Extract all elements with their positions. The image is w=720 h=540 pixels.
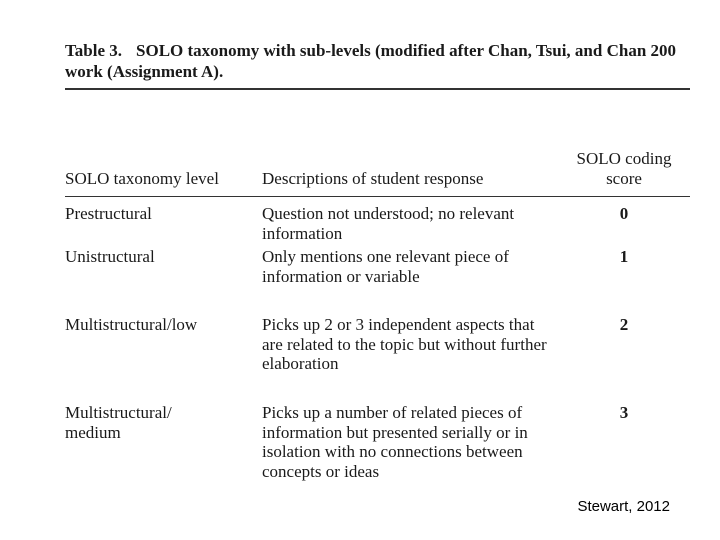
citation-credit: Stewart, 2012 (577, 498, 670, 515)
header-rule (65, 196, 690, 197)
header-level: SOLO taxonomy level (65, 169, 219, 188)
header-score: SOLO coding score (576, 149, 672, 188)
row-description: Only mentions one relevant piece of information or variable (262, 247, 509, 286)
header-description: Descriptions of student response (262, 169, 484, 188)
table-number: Table 3. (65, 41, 123, 60)
row-score: 2 (619, 315, 629, 334)
row-description: Picks up 2 or 3 independent aspects that are related to the topic but without further elaboration (262, 315, 547, 373)
row-level: Unistructural (65, 247, 155, 266)
top-rule (65, 88, 690, 90)
table-title: SOLO taxonomy with sub-levels (modified after Chan, Tsui, and Chan 200 (136, 41, 677, 60)
row-level: Multistructural/low (65, 315, 198, 334)
row-score: 1 (619, 247, 629, 266)
row-level: Prestructural (65, 204, 152, 223)
row-description: Question not understood; no relevant information (262, 204, 515, 243)
table-title-line2: work (Assignment A). (65, 62, 224, 81)
table-caption (65, 40, 705, 82)
row-level: Multistructural/ medium (65, 403, 172, 442)
row-score: 3 (619, 403, 629, 422)
row-description: Picks up a number of related pieces of information but presented serially or in isolation with no connections between concepts or ideas (262, 403, 528, 481)
row-score: 0 (619, 204, 629, 223)
